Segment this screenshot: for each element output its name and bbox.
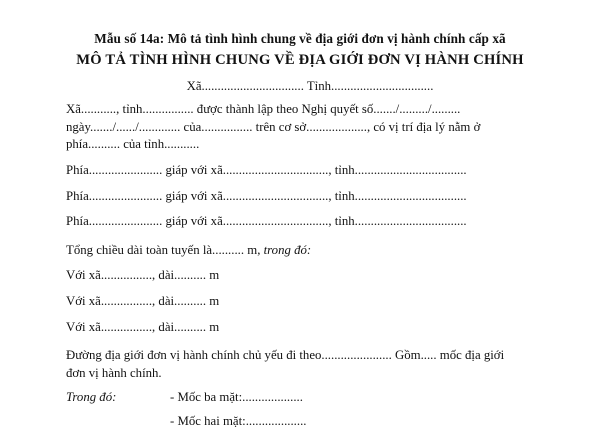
commune-province-line: Xã................................ Tỉnh................................ (186, 78, 434, 93)
form-code-title: Mẫu số 14a: Mô tả tình hình chung về địa giới đơn vị hành chính cấp xã (94, 31, 506, 46)
marker-row-three-face (24, 389, 576, 407)
total-length-text: Tổng chiều dài toàn tuyến là.......... m, (66, 242, 261, 257)
boundary-line-east: Phía....................... giáp với xã................................., tỉnh................................... (66, 214, 467, 229)
markers-label: Trong đó: (66, 389, 117, 404)
document-main-title: MÔ TẢ TÌNH HÌNH CHUNG VỀ ĐỊA GIỚI ĐƠN VỊ HÀNH CHÍNH (76, 51, 524, 68)
route-line-1: Đường địa giới đơn vị hành chính chủ yếu đi theo...................... Gồm..... mốc địa giới (66, 348, 505, 363)
boundary-line-north: Phía....................... giáp với xã................................., tỉnh................................... (66, 162, 467, 177)
segment-line-3: Với xã................, dài.......... m (66, 319, 220, 334)
segment-line-2: Với xã................, dài.......... m (66, 294, 220, 309)
total-length-emphasis: trong đó: (263, 242, 312, 257)
intro-line-1: Xã..........., tỉnh................ được thành lập theo Nghị quyết số......./........./......... (66, 101, 461, 116)
route-paragraph (24, 347, 576, 382)
total-length-line (24, 242, 576, 260)
boundary-line-south: Phía....................... giáp với xã................................., tỉnh................................... (66, 188, 467, 203)
marker-item-two-face: - Mốc hai mặt:................... (170, 414, 307, 429)
intro-line-3: phía.......... của tỉnh........... (66, 137, 200, 152)
route-line-2: đơn vị hành chính. (66, 366, 162, 381)
intro-paragraph (24, 101, 576, 154)
segment-line-1: Với xã................, dài.......... m (66, 268, 220, 283)
intro-line-2: ngày......./....../............. của................ trên cơ sở..................., có vị trí địa lý nằm ở (66, 119, 481, 134)
marker-item-three-face: - Mốc ba mặt:................... (170, 389, 303, 404)
